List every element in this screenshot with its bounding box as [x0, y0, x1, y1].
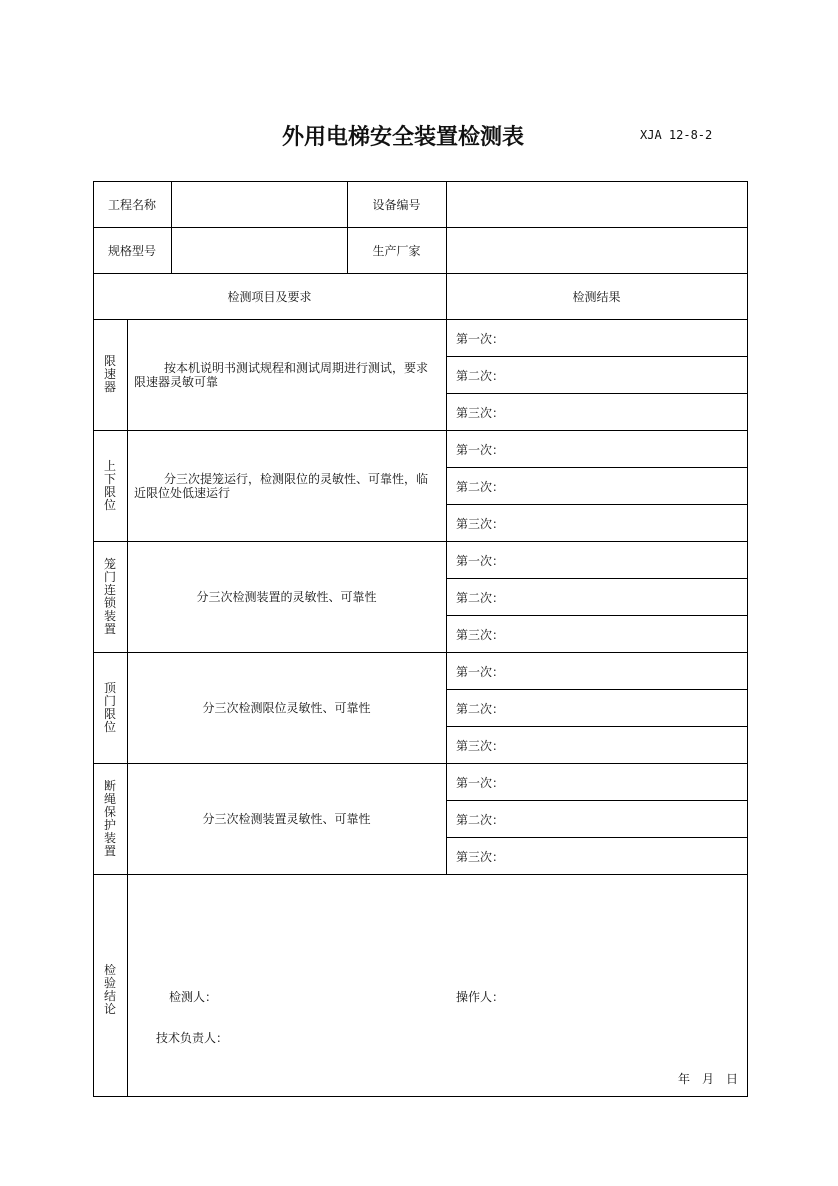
- result-label: 第二次：: [456, 702, 505, 716]
- result-label: 第一次：: [456, 443, 505, 457]
- section-requirement: [129, 541, 444, 652]
- section-requirement: [129, 430, 444, 541]
- result-label: 第三次：: [456, 850, 505, 864]
- requirement-text: 分三次检测限位灵敏性、可靠性: [202, 700, 371, 715]
- requirement-text: 分三次提笼运行，检测限位的灵敏性、可靠性，临近限位处低速运行: [134, 471, 429, 500]
- result-label: 第二次：: [456, 369, 505, 383]
- project-name-label: 工程名称: [107, 197, 156, 212]
- result-label: 第三次：: [456, 739, 505, 753]
- requirement-text: 分三次检测装置灵敏性、可靠性: [202, 811, 371, 826]
- result-field[interactable]: [510, 802, 740, 835]
- result-label: 第二次：: [456, 591, 505, 605]
- result-label: 第一次：: [456, 332, 505, 346]
- result-label: 第三次：: [456, 628, 505, 642]
- result-label: 第二次：: [456, 480, 505, 494]
- section-name: [93, 652, 127, 763]
- project-name-field[interactable]: [171, 181, 347, 227]
- result-field[interactable]: [510, 654, 740, 687]
- h-rule: [93, 1096, 748, 1097]
- h-rule: [446, 467, 748, 468]
- result-field[interactable]: [510, 506, 740, 539]
- conclusion-label: [93, 874, 127, 1096]
- section-name: [93, 319, 127, 430]
- result-label: 第三次：: [456, 406, 505, 420]
- device-no-field[interactable]: [446, 181, 747, 227]
- result-field[interactable]: [510, 432, 740, 465]
- h-rule: [446, 837, 748, 838]
- section-name: [93, 430, 127, 541]
- section-name-text: 限速器: [103, 354, 116, 394]
- result-field[interactable]: [510, 691, 740, 724]
- results-column-header: 检测结果: [572, 289, 621, 304]
- manufacturer-label: 生产厂家: [372, 243, 421, 258]
- requirement-text: 分三次检测装置的灵敏性、可靠性: [196, 589, 377, 604]
- section-name-text: 上下限位: [103, 458, 116, 512]
- device-no-label: 设备编号: [372, 197, 421, 212]
- result-field[interactable]: [510, 543, 740, 576]
- conclusion-label-text: 检验结论: [103, 963, 116, 1016]
- tech-lead-label: 技术负责人：: [156, 1031, 229, 1045]
- section-name: [93, 763, 127, 874]
- h-rule: [446, 726, 748, 727]
- result-field[interactable]: [510, 395, 740, 428]
- result-field[interactable]: [510, 469, 740, 502]
- conclusion-field[interactable]: [130, 878, 742, 978]
- section-requirement: [129, 763, 444, 874]
- form-code: XJA 12-8-2: [640, 128, 713, 142]
- items-column-header: 检测项目及要求: [227, 289, 312, 304]
- h-rule: [446, 615, 748, 616]
- h-rule: [446, 356, 748, 357]
- section-requirement: [129, 652, 444, 763]
- section-requirement: [129, 319, 444, 430]
- h-rule: [446, 393, 748, 394]
- h-rule: [446, 689, 748, 690]
- requirement-text: 按本机说明书测试规程和测试周期进行测试，要求限速器灵敏可靠: [134, 360, 429, 389]
- section-name-text: 断绳保护装置: [103, 778, 116, 858]
- result-field[interactable]: [510, 617, 740, 650]
- result-label: 第三次：: [456, 517, 505, 531]
- form-title: 外用电梯安全装置检测表: [281, 124, 524, 150]
- result-label: 第一次：: [456, 554, 505, 568]
- result-field[interactable]: [510, 728, 740, 761]
- result-field[interactable]: [510, 765, 740, 798]
- date-label: 年 月 日: [678, 1072, 739, 1086]
- result-label: 第一次：: [456, 776, 505, 790]
- h-rule: [446, 800, 748, 801]
- result-label: 第一次：: [456, 665, 505, 679]
- h-rule: [93, 874, 748, 875]
- inspector-label: 检测人：: [169, 990, 218, 1004]
- model-field[interactable]: [171, 227, 347, 273]
- v-rule: [127, 319, 128, 1097]
- section-name-text: 笼门连锁装置: [103, 556, 116, 636]
- result-field[interactable]: [510, 839, 740, 872]
- result-label: 第二次：: [456, 813, 505, 827]
- model-label: 规格型号: [107, 243, 156, 258]
- manufacturer-field[interactable]: [446, 227, 747, 273]
- result-field[interactable]: [510, 321, 740, 354]
- operator-label: 操作人：: [456, 990, 505, 1004]
- section-name: [93, 541, 127, 652]
- h-rule: [446, 504, 748, 505]
- section-name-text: 顶门限位: [103, 680, 116, 734]
- result-field[interactable]: [510, 358, 740, 391]
- result-field[interactable]: [510, 580, 740, 613]
- h-rule: [446, 578, 748, 579]
